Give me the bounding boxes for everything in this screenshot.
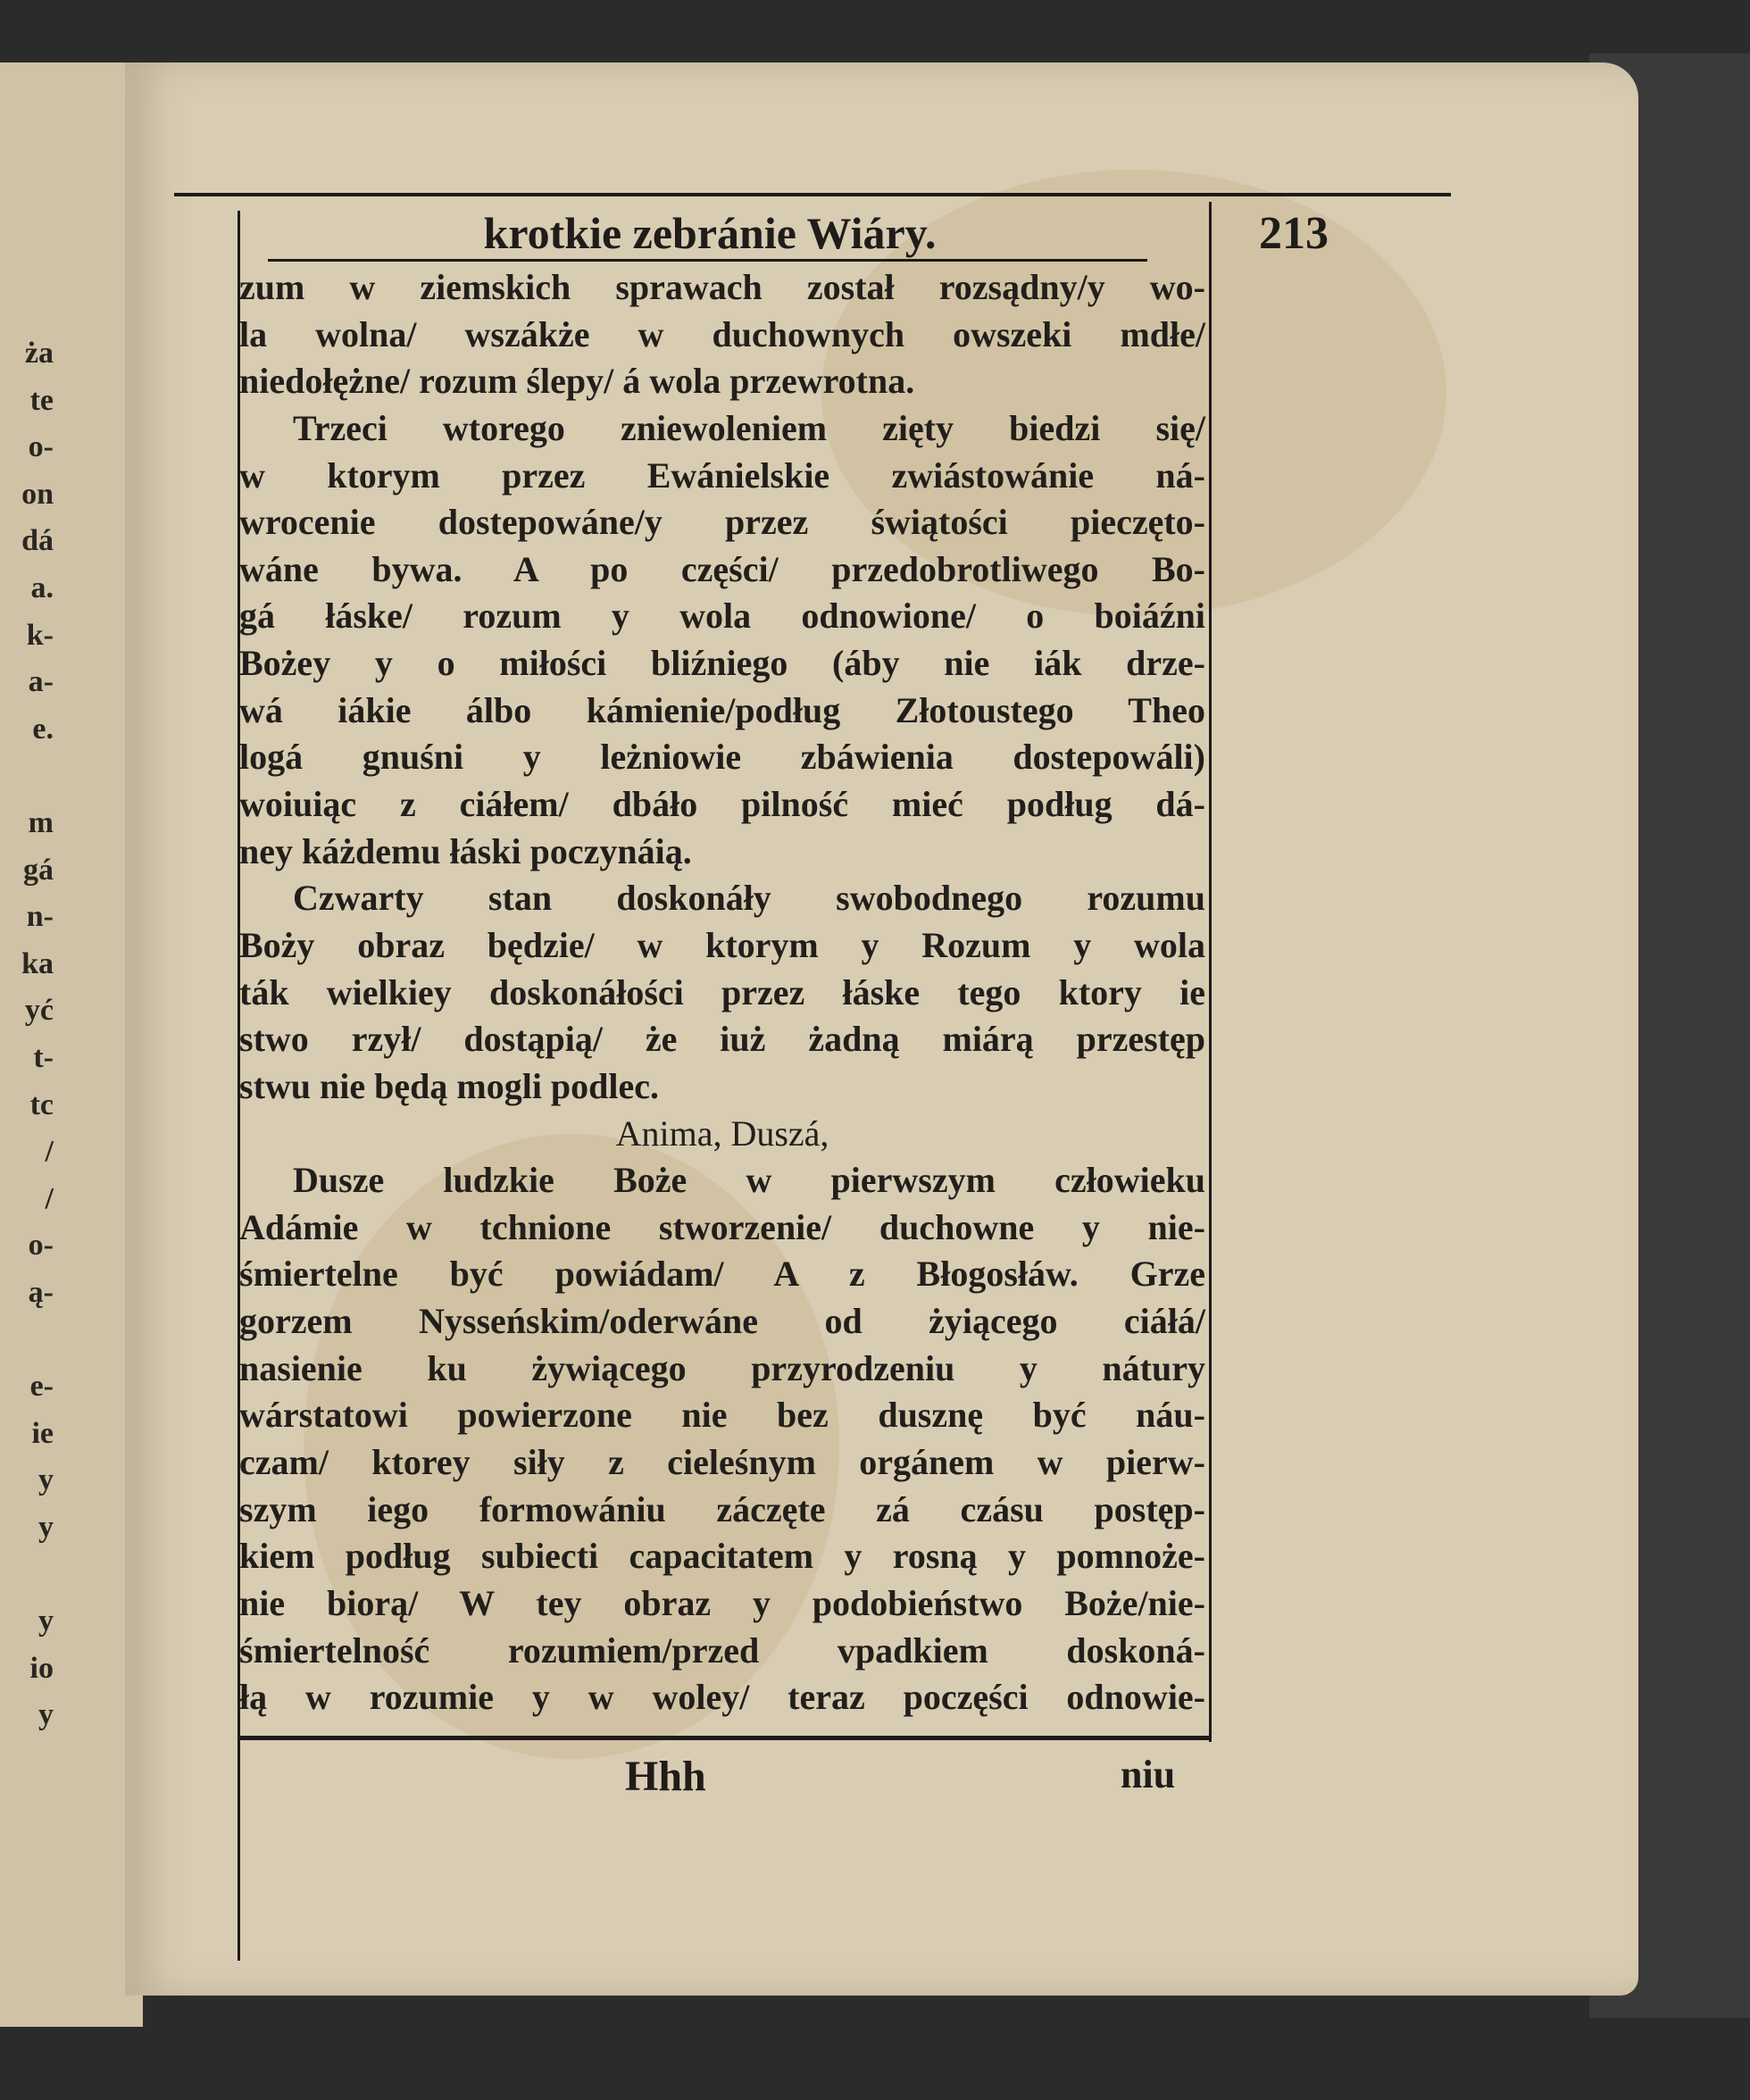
text-line: śmiertelne być powiádam/ A z Błogosłáw. Grze — [239, 1254, 1205, 1295]
left-page-fragment: y — [38, 1463, 54, 1497]
text-line: niedołężne/ rozum ślepy/ á wola przewrotna. — [239, 361, 915, 402]
bottom-rule — [239, 1736, 1209, 1740]
text-line: nie biorą/ W tey obraz y podobieństwo Boże/nie- — [239, 1582, 1205, 1623]
left-page-fragment: m — [28, 805, 54, 839]
text-line: wárstatowi powierzone nie bez dusznę być náu- — [239, 1395, 1205, 1436]
text-line: Dusze ludzkie Boże w pierwszym człowieku — [293, 1160, 1205, 1201]
left-page — [0, 62, 143, 2027]
header-underline — [268, 259, 1147, 262]
left-page-fragment: ka — [21, 946, 54, 980]
left-page-fragment: t- — [33, 1040, 54, 1074]
text-line: Adámie w tchnione stworzenie/ duchowne y nie- — [239, 1206, 1205, 1247]
left-page-text-fragments — [0, 330, 54, 1739]
left-page-fragment: o- — [28, 1229, 54, 1262]
left-page-fragment: n- — [26, 900, 54, 934]
text-line: śmiertelność rozumiem/przed vpadkiem doskoná- — [239, 1629, 1205, 1671]
left-page-fragment: y — [38, 1698, 54, 1732]
left-page-fragment: k- — [26, 618, 54, 652]
text-line: gá łáske/ rozum y wola odnowione/ o boiáźni — [239, 596, 1205, 637]
text-line: Bożey y o miłości bliźniego (áby nie iák drze- — [239, 643, 1205, 684]
left-page-fragment: ą- — [28, 1275, 54, 1309]
text-line: la wolna/ wszákże w duchownych owszeki mdłe/ — [239, 313, 1205, 354]
left-page-fragment: ie — [31, 1416, 54, 1450]
left-page-fragment — [0, 1316, 54, 1363]
left-page-fragment: on — [21, 477, 54, 511]
left-page-fragment: o- — [28, 430, 54, 464]
left-page-fragment: gá — [23, 853, 54, 887]
text-line: ney káżdemu łáski poczynáią. — [239, 830, 692, 871]
catchword: niu — [1121, 1753, 1176, 1796]
left-page-fragment: y — [38, 1604, 54, 1638]
left-page-fragment: e- — [29, 1370, 54, 1404]
left-page-fragment: dá — [21, 524, 54, 558]
text-line: logá gnuśni y leżniowie zbáwienia dostepowáli) — [239, 737, 1205, 778]
left-page-fragment: ża — [24, 337, 54, 370]
text-line: wrocenie dostepowáne/y przez świątości pieczęto- — [239, 502, 1205, 543]
text-line: nasienie ku żywiącego przyrodzeniu y nátury — [239, 1347, 1205, 1388]
left-page-fragment: a- — [28, 665, 54, 699]
left-page-fragment: a. — [30, 571, 54, 604]
text-line: woiuiąc z ciáłem/ dbáło pilność mieć podług dá- — [239, 784, 1205, 825]
left-page-fragment — [0, 1551, 54, 1598]
text-line: zum w ziemskich sprawach został rozsądny/y wo- — [239, 267, 1205, 307]
text-line: Trzeci wtorego zniewoleniem zięty biedzi się/ — [293, 407, 1205, 448]
text-line: w ktorym przez Ewánielskie zwiástowánie ná- — [239, 454, 1205, 496]
left-page-fragment: / — [45, 1135, 54, 1169]
text-line: Boży obraz będzie/ w ktorym y Rozum y wola — [239, 924, 1205, 965]
text-line: szym iego formowániu záczęte zá czásu postęp- — [239, 1488, 1205, 1529]
left-page-fragment — [0, 753, 54, 800]
right-frame-line — [1209, 202, 1212, 1742]
text-line: Czwarty stan doskonáły swobodnego rozumu — [293, 878, 1205, 919]
running-header: krotkie zebránie Wiáry. — [483, 208, 937, 258]
page-number: 213 — [1259, 208, 1329, 259]
left-page-fragment: y — [38, 1510, 54, 1544]
text-line: stwu nie będą mogli podlec. — [239, 1065, 660, 1106]
text-line: łą w rozumie y w woley/ teraz poczęści odnowie- — [239, 1677, 1205, 1718]
top-rule — [174, 193, 1451, 196]
left-page-fragment: e. — [32, 712, 54, 746]
signature-mark: Hhh — [625, 1753, 706, 1800]
text-line: stwo rzył/ dostąpią/ że iuż żadną miárą przestęp — [239, 1019, 1205, 1060]
text-line: wá iákie álbo kámienie/podług Złotoustego Theo — [239, 689, 1205, 730]
left-page-fragment: tc — [29, 1088, 54, 1121]
text-line: czam/ ktorey siły z cieleśnym orgánem w pierw- — [239, 1442, 1205, 1483]
left-page-fragment: io — [29, 1651, 54, 1685]
page-body-text — [239, 264, 1205, 1721]
text-line: gorzem Nysseńskim/oderwáne od żyiącego ciáłá/ — [239, 1301, 1205, 1342]
left-page-fragment: / — [45, 1181, 54, 1215]
section-heading: Anima, Duszá, — [615, 1112, 829, 1154]
text-line: kiem podług subiecti capacitatem y rosną y pomnoże- — [239, 1536, 1205, 1577]
text-line: ták wielkiey doskonáłości przez łáske tego ktory ie — [239, 971, 1205, 1012]
left-page-fragment: te — [29, 383, 54, 417]
left-page-fragment: yć — [24, 994, 54, 1028]
text-line: wáne bywa. A po części/ przedobrotliwego Bo- — [239, 548, 1205, 589]
